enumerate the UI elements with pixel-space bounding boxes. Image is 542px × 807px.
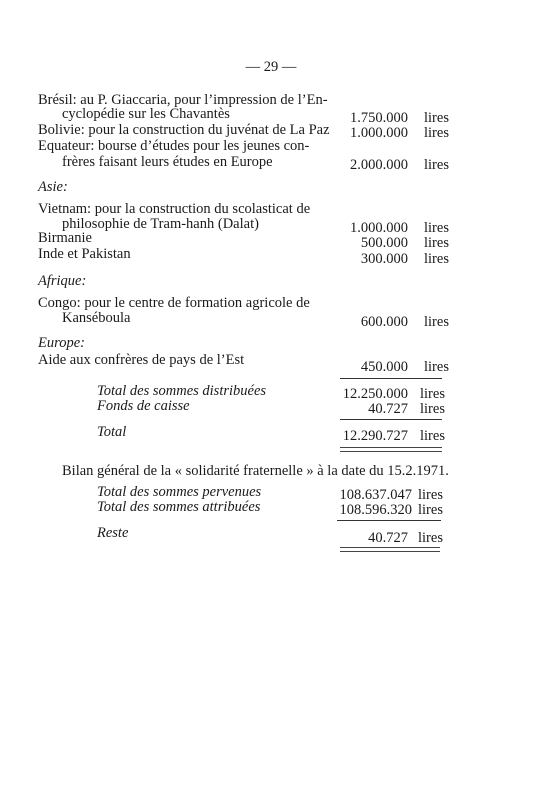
- unit-sommes-attribuees: lires: [418, 502, 443, 518]
- entry-vietnam-line2: philosophie de Tram-hanh (Dalat): [62, 216, 259, 232]
- entry-congo-line1: Congo: pour le centre de formation agricole de: [38, 295, 310, 311]
- bilan-title: Bilan général de la « solidarité fraternelle » à la date du 15.2.1971.: [62, 463, 449, 479]
- double-rule-total: [340, 447, 442, 452]
- entry-est: Aide aux confrères de pays de l’Est: [38, 352, 245, 368]
- amount-bolivie: 1.000.000: [350, 125, 408, 141]
- amount-sommes-attribuees: 108.596.320: [339, 502, 412, 518]
- unit-total: lires: [420, 428, 445, 444]
- unit-reste: lires: [418, 530, 443, 546]
- page-number: — 29 —: [245, 59, 297, 75]
- heading-asie: Asie:: [38, 179, 68, 195]
- heading-europe: Europe:: [38, 335, 85, 351]
- unit-bresil: lires: [424, 110, 449, 126]
- label-fonds-caisse: Fonds de caisse: [97, 398, 190, 414]
- entry-bresil-line1: Brésil: au P. Giaccaria, pour l’impression de l’En-: [38, 92, 328, 108]
- unit-congo: lires: [424, 314, 449, 330]
- amount-congo: 600.000: [360, 314, 408, 330]
- amount-sommes-pervenues: 108.637.047: [339, 487, 412, 503]
- rule-reste: [337, 520, 441, 521]
- label-total-distribuees: Total des sommes distribuées: [97, 383, 267, 399]
- double-rule-reste: [340, 547, 440, 552]
- unit-equateur: lires: [424, 157, 449, 173]
- unit-birmanie: lires: [424, 235, 449, 251]
- unit-fonds-caisse: lires: [420, 401, 445, 417]
- unit-inde-pakistan: lires: [424, 251, 449, 267]
- entry-bolivie: Bolivie: pour la construction du juvénat de La Paz: [38, 122, 330, 138]
- unit-est: lires: [424, 359, 449, 375]
- unit-sommes-pervenues: lires: [418, 487, 443, 503]
- entry-birmanie: Birmanie: [38, 230, 92, 246]
- amount-reste: 40.727: [368, 530, 408, 546]
- amount-bresil: 1.750.000: [350, 110, 408, 126]
- entry-inde-pakistan: Inde et Pakistan: [38, 246, 131, 262]
- unit-vietnam: lires: [424, 220, 449, 236]
- entry-equateur-line1: Equateur: bourse d’études pour les jeunes con-: [38, 138, 310, 154]
- label-reste: Reste: [97, 525, 129, 541]
- amount-est: 450.000: [360, 359, 408, 375]
- amount-birmanie: 500.000: [360, 235, 408, 251]
- amount-fonds-caisse: 40.727: [368, 401, 408, 417]
- amount-equateur: 2.000.000: [350, 157, 408, 173]
- unit-bolivie: lires: [424, 125, 449, 141]
- amount-total: 12.290.727: [342, 428, 408, 444]
- entry-congo-line2: Kanséboula: [62, 310, 131, 326]
- label-total: Total: [97, 424, 127, 440]
- unit-total-distribuees: lires: [420, 386, 445, 402]
- rule-total: [340, 419, 442, 420]
- label-sommes-attribuees: Total des sommes attribuées: [97, 499, 261, 515]
- heading-afrique: Afrique:: [38, 273, 87, 289]
- entry-bresil-line2: cyclopédie sur les Chavantès: [62, 106, 230, 122]
- entry-vietnam-line1: Vietnam: pour la construction du scolasticat de: [38, 201, 311, 217]
- amount-vietnam: 1.000.000: [350, 220, 408, 236]
- entry-equateur-line2: frères faisant leurs études en Europe: [62, 154, 273, 170]
- label-sommes-pervenues: Total des sommes pervenues: [97, 484, 262, 500]
- amount-inde-pakistan: 300.000: [360, 251, 408, 267]
- rule-subtotal: [340, 378, 442, 379]
- amount-total-distribuees: 12.250.000: [342, 386, 408, 402]
